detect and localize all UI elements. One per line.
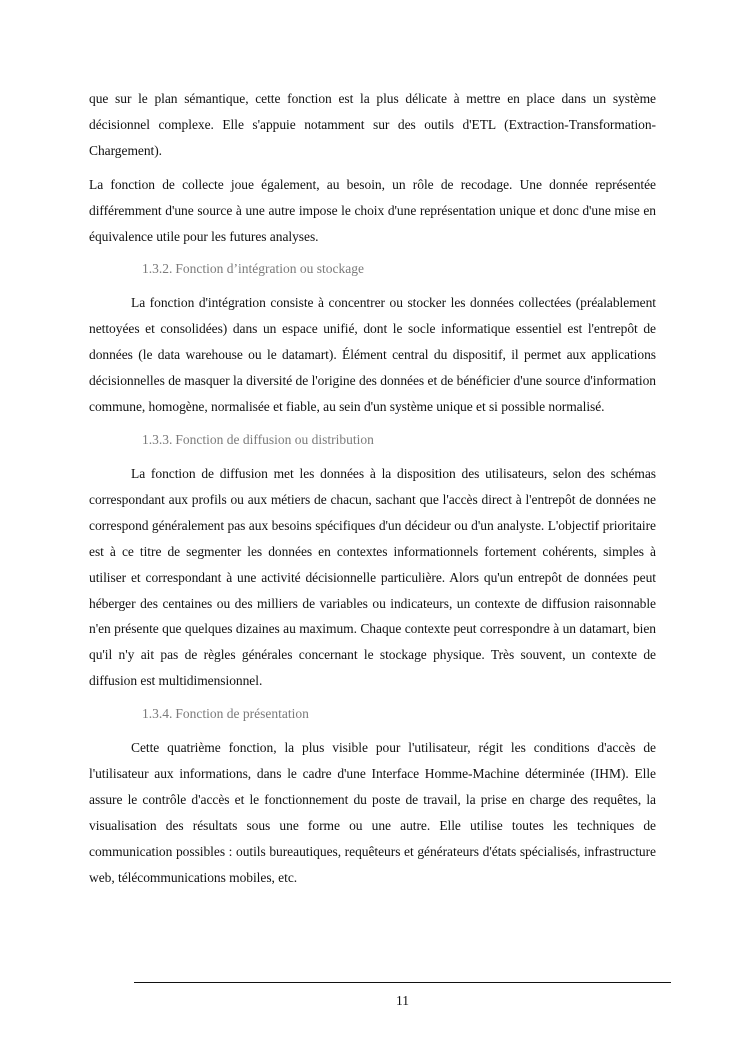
document-page — [89, 86, 656, 891]
paragraph-recodage: La fonction de collecte joue également, au besoin, un rôle de recodage. Une donnée représentée différemment d'une source à une autre impose le choix d'une représentation unique et donc d'une mise en équivalence utile pour les futures analyses. — [89, 176, 656, 244]
section-title: Fonction de diffusion ou distribution — [175, 431, 374, 447]
section-number: 1.3.4. — [142, 706, 173, 722]
section-title: Fonction d’intégration ou stockage — [175, 261, 364, 277]
section-heading-presentation — [89, 702, 656, 726]
section-number: 1.3.3. — [142, 431, 173, 447]
section-title: Fonction de présentation — [175, 706, 309, 722]
paragraph-presentation: Cette quatrième fonction, la plus visible pour l'utilisateur, régit les conditions d'accès de l'utilisateur aux informations, dans le cadre d'une Interface Homme-Machine déterminée (IHM). Elle assure le contrôle d'accès et le fonctionnement du poste de travail, la prise en charge des requêtes, la visualisation des résultats sous une forme ou une autre. Elle utilise toutes les techniques de communication possibles : outils bureautiques, requêteurs et générateurs d'états spécialisés, infrastructure web, télécommunications mobiles, etc. — [89, 740, 656, 885]
paragraph-diffusion: La fonction de diffusion met les données à la disposition des utilisateurs, selon des schémas correspondant aux profils ou aux métiers de chacun, sachant que l'accès direct à l'entrepôt de données ne correspond généralement pas aux besoins spécifiques d'un décideur ou d'un analyste. L'objectif prioritaire est à ce titre de segmenter les données en contextes informationnels fortement cohérents, simples à utiliser et correspondant à une activité décisionnelle particulière. Alors qu'un entrepôt de données peut héberger des centaines ou des milliers de variables ou indicateurs, un contexte de diffusion raisonnable n'en présente que quelques dizaines au maximum. Chaque contexte peut correspondre à un datamart, bien qu'il n'y ait pas de règles générales concernant le stockage physique. Très souvent, un contexte de diffusion est multidimensionnel. — [89, 465, 656, 689]
section-heading-integration — [89, 257, 656, 281]
page-number: 11 — [396, 993, 409, 1008]
footer-divider — [134, 982, 671, 983]
section-number: 1.3.2. — [142, 261, 173, 277]
paragraph-etl: que sur le plan sémantique, cette fonction est la plus délicate à mettre en place dans un système décisionnel complexe. Elle s'appuie notamment sur des outils d'ETL (Extraction-Transformation-Chargement). — [89, 91, 656, 158]
paragraph-integration: La fonction d'intégration consiste à concentrer ou stocker les données collectées (préalablement nettoyées et consolidées) dans un espace unifié, dont le socle informatique essentiel est l'entrepôt de données (le data warehouse ou le datamart). Élément central du dispositif, il permet aux applications décisionnelles de masquer la diversité de l'origine des données et de bénéficier d'une source d'information commune, homogène, normalisée et fiable, au sein d'un système unique et si possible normalisé. — [89, 295, 656, 415]
section-heading-diffusion — [89, 428, 656, 452]
